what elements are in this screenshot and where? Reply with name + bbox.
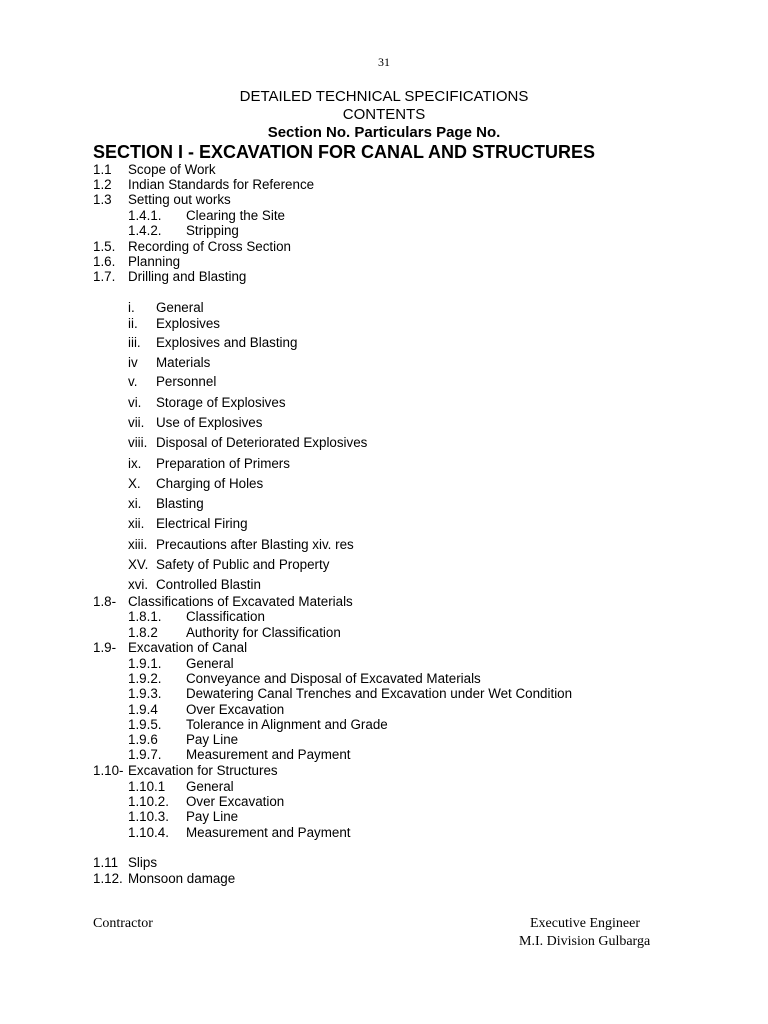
toc-entry-number: 1.8.2	[128, 625, 158, 640]
toc-entry-number: iv	[128, 355, 138, 370]
toc-entry	[0, 223, 768, 239]
toc-entry-label: Tolerance in Alignment and Grade	[186, 717, 388, 732]
toc-entry	[0, 871, 768, 887]
columns-header: Section No. Particulars Page No.	[267, 124, 501, 141]
toc-entry	[0, 594, 768, 610]
toc-entry-label: Measurement and Payment	[186, 747, 351, 762]
toc-entry	[0, 239, 768, 255]
toc-entry-label: Pay Line	[186, 809, 239, 824]
toc-entry-number: viii.	[128, 435, 148, 450]
toc-entry	[0, 269, 768, 285]
toc-entry	[0, 415, 768, 431]
toc-entry	[0, 300, 768, 316]
toc-entry	[0, 717, 768, 733]
toc-entry	[0, 640, 768, 656]
document-title: DETAILED TECHNICAL SPECIFICATIONS	[239, 88, 529, 105]
toc-entry	[0, 625, 768, 641]
toc-entry	[0, 316, 768, 332]
toc-entry-label: Measurement and Payment	[186, 825, 351, 840]
toc-entry-number: 1.8-	[93, 594, 117, 609]
toc-entry-label: Materials	[156, 355, 211, 370]
toc-entry-number: 1.9.6	[128, 732, 158, 747]
toc-entry-label: Controlled Blastin	[156, 577, 261, 592]
toc-entry	[0, 537, 768, 553]
toc-entry	[0, 395, 768, 411]
toc-entry-number: 1.9.7.	[128, 747, 162, 762]
toc-entry	[0, 577, 768, 593]
toc-entry	[0, 809, 768, 825]
toc-entry-label: Scope of Work	[128, 162, 216, 177]
section-title: SECTION I - EXCAVATION FOR CANAL AND STRUCTURES	[93, 142, 596, 162]
toc-entry	[0, 732, 768, 748]
toc-entry-label: Use of Explosives	[156, 415, 263, 430]
toc-entry-number: 1.9.3.	[128, 686, 162, 701]
toc-entry	[0, 355, 768, 371]
contractor-signature: Contractor	[93, 916, 153, 931]
toc-entry-label: Over Excavation	[186, 702, 285, 717]
toc-entry-number: 1.9.2.	[128, 671, 162, 686]
toc-entry-number: 1.6.	[93, 254, 116, 269]
page-number: 31	[378, 55, 390, 69]
toc-entry	[0, 476, 768, 492]
toc-entry-number: 1.9-	[93, 640, 117, 655]
toc-entry	[0, 162, 768, 178]
contents-heading: CONTENTS	[342, 106, 426, 123]
toc-entry-number: ix.	[128, 456, 142, 471]
toc-entry	[0, 855, 768, 871]
toc-entry	[0, 374, 768, 390]
toc-entry	[0, 335, 768, 351]
toc-entry-label: Excavation of Canal	[128, 640, 248, 655]
toc-entry-number: v.	[128, 374, 138, 389]
toc-entry-number: 1.12.	[93, 871, 123, 886]
toc-entry-label: Dewatering Canal Trenches and Excavation under Wet Condition	[186, 686, 573, 701]
toc-entry	[0, 177, 768, 193]
toc-entry	[0, 794, 768, 810]
toc-entry-label: Disposal of Deteriorated Explosives	[156, 435, 368, 450]
toc-entry-number: 1.9.1.	[128, 656, 162, 671]
engineer-division: M.I. Division Gulbarga	[519, 934, 651, 949]
toc-entry-label: Explosives and Blasting	[156, 335, 298, 350]
toc-entry-number: 1.10.3.	[128, 809, 169, 824]
toc-entry-label: Monsoon damage	[128, 871, 236, 886]
toc-entry	[0, 496, 768, 512]
toc-entry-label: Classification	[186, 609, 265, 624]
toc-entry	[0, 192, 768, 208]
toc-entry-number: 1.5.	[93, 239, 116, 254]
toc-entry-label: Explosives	[156, 316, 221, 331]
toc-entry-number: 1.2	[93, 177, 112, 192]
toc-entry	[0, 763, 768, 779]
toc-entry-number: XV.	[128, 557, 149, 572]
toc-entry-number: iii.	[128, 335, 141, 350]
toc-entry-label: General	[156, 300, 204, 315]
toc-entry-number: 1.8.1.	[128, 609, 162, 624]
toc-entry	[0, 671, 768, 687]
toc-entry	[0, 254, 768, 270]
toc-entry-label: Electrical Firing	[156, 516, 248, 531]
toc-entry-number: 1.9.5.	[128, 717, 162, 732]
toc-entry-number: 1.9.4	[128, 702, 158, 717]
toc-entry	[0, 702, 768, 718]
toc-entry-number: vi.	[128, 395, 142, 410]
toc-entry-label: Clearing the Site	[186, 208, 285, 223]
toc-entry-label: Indian Standards for Reference	[128, 177, 315, 192]
toc-entry	[0, 435, 768, 451]
toc-entry-number: 1.10.2.	[128, 794, 169, 809]
toc-entry-label: Setting out works	[128, 192, 231, 207]
toc-entry-number: 1.10-	[93, 763, 124, 778]
toc-entry-label: Personnel	[156, 374, 217, 389]
toc-entry-number: i.	[128, 300, 135, 315]
toc-entry-number: xii.	[128, 516, 145, 531]
toc-entry	[0, 779, 768, 795]
toc-entry	[0, 516, 768, 532]
toc-entry-label: Drilling and Blasting	[128, 269, 247, 284]
toc-entry-number: xiii.	[128, 537, 148, 552]
toc-entry-label: Pay Line	[186, 732, 239, 747]
toc-entry-number: 1.4.1.	[128, 208, 162, 223]
toc-entry-label: General	[186, 779, 234, 794]
toc-entry-label: Charging of Holes	[156, 476, 264, 491]
toc-entry-label: Precautions after Blasting xiv. res	[156, 537, 354, 552]
toc-entry-label: Excavation for Structures	[128, 763, 278, 778]
toc-entry-number: 1.1	[93, 162, 112, 177]
toc-entry	[0, 456, 768, 472]
toc-entry	[0, 686, 768, 702]
toc-entry-label: Preparation of Primers	[156, 456, 290, 471]
toc-entry	[0, 609, 768, 625]
toc-entry-label: Slips	[128, 855, 158, 870]
toc-entry-number: xvi.	[128, 577, 149, 592]
toc-entry-number: vii.	[128, 415, 145, 430]
toc-entry-number: 1.10.1	[128, 779, 166, 794]
toc-entry	[0, 747, 768, 763]
toc-entry-number: 1.11	[93, 855, 119, 870]
toc-entry-label: Blasting	[156, 496, 204, 511]
toc-entry-label: Planning	[128, 254, 181, 269]
toc-entry-label: Over Excavation	[186, 794, 285, 809]
toc-entry-label: Stripping	[186, 223, 239, 238]
toc-entry	[0, 557, 768, 573]
toc-entry	[0, 208, 768, 224]
toc-entry-label: Safety of Public and Property	[156, 557, 330, 572]
toc-entry-label: Storage of Explosives	[156, 395, 286, 410]
toc-entry-label: Authority for Classification	[186, 625, 341, 640]
toc-entry-number: X.	[128, 476, 141, 491]
toc-entry-number: 1.10.4.	[128, 825, 169, 840]
toc-entry-number: 1.7.	[93, 269, 116, 284]
toc-entry-label: Classifications of Excavated Materials	[128, 594, 353, 609]
toc-entry-label: Recording of Cross Section	[128, 239, 291, 254]
toc-entry	[0, 656, 768, 672]
toc-entry-number: 1.4.2.	[128, 223, 162, 238]
toc-entry-number: ii.	[128, 316, 138, 331]
toc-entry-number: xi.	[128, 496, 142, 511]
toc-entry-label: General	[186, 656, 234, 671]
engineer-title: Executive Engineer	[530, 916, 641, 931]
toc-entry	[0, 825, 768, 841]
toc-entry-label: Conveyance and Disposal of Excavated Materials	[186, 671, 481, 686]
toc-entry-number: 1.3	[93, 192, 112, 207]
